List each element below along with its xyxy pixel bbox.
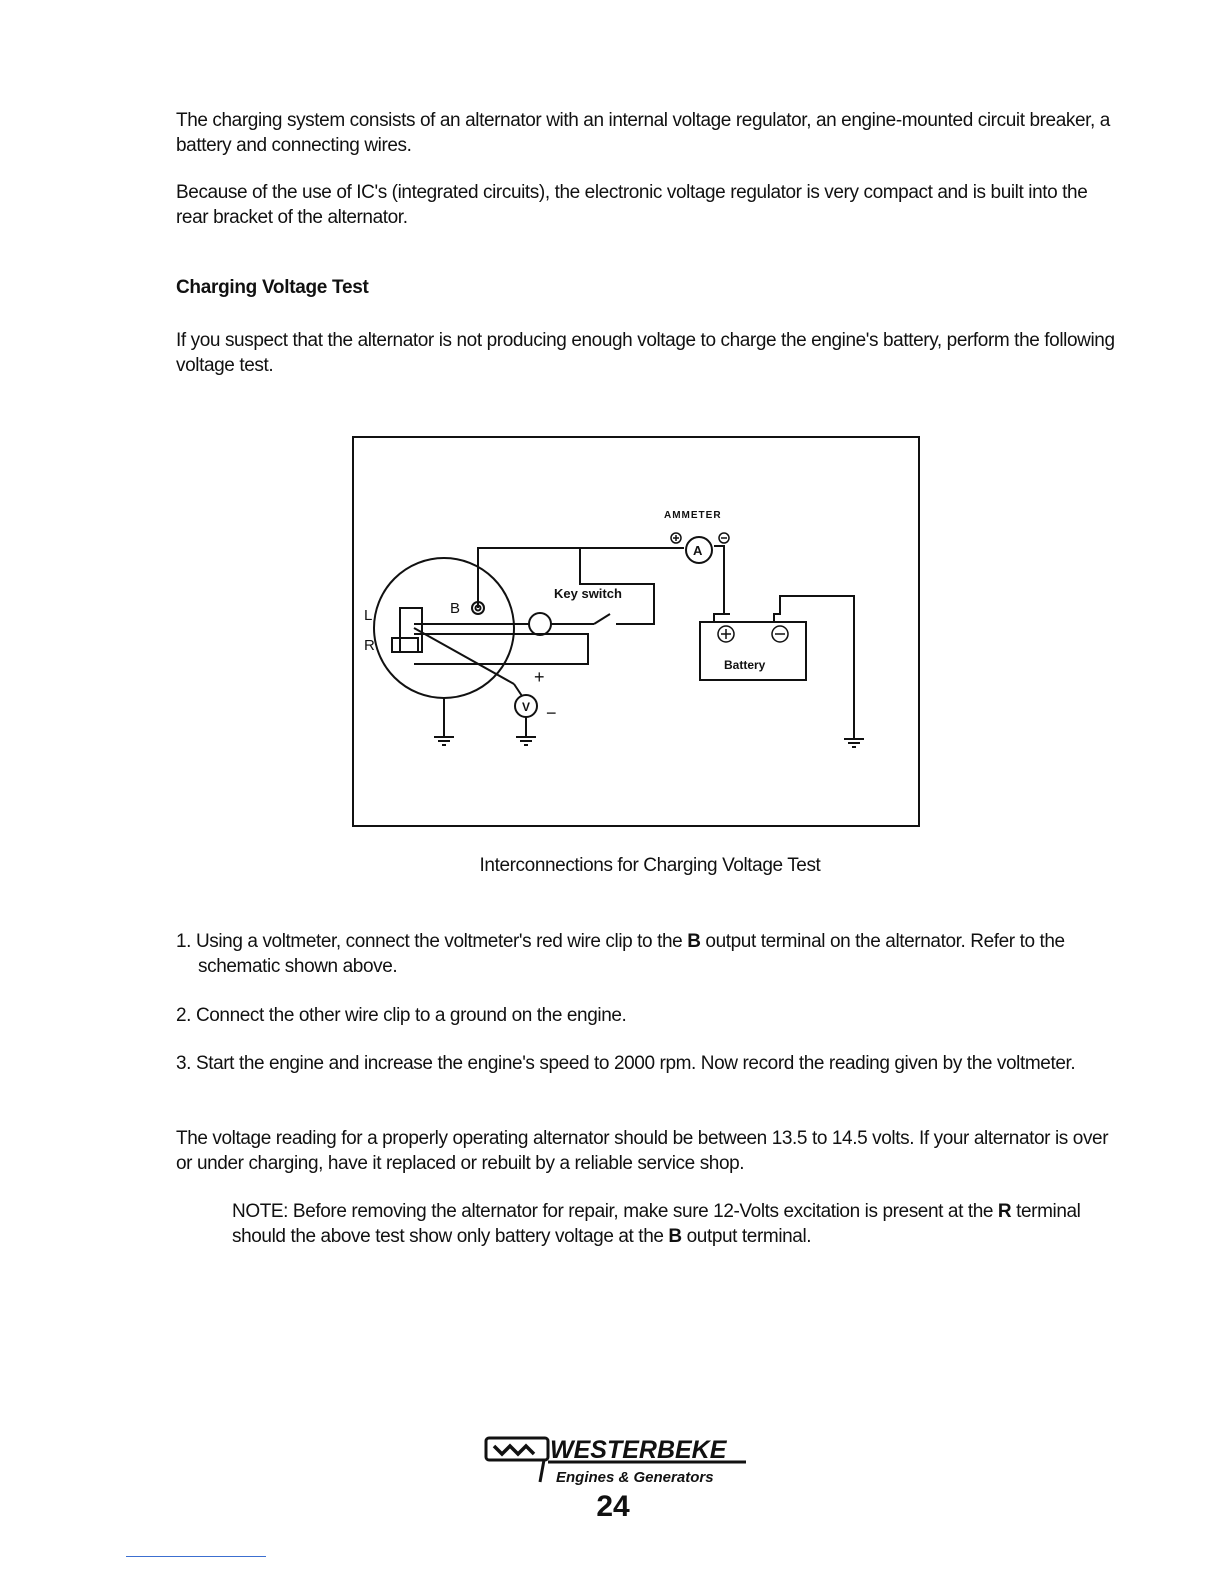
note-bold-b: B [668, 1226, 682, 1247]
step-2 [176, 1003, 1121, 1028]
step-text: Connect the other wire clip to a ground on the engine. [195, 1005, 627, 1026]
ammeter-label: AMMETER [664, 510, 722, 521]
step-number: 2. [176, 1005, 192, 1026]
step-text: Using a voltmeter, connect the voltmeter's red wire clip to the [195, 931, 688, 952]
section-heading: Charging Voltage Test [176, 277, 369, 298]
logo-tagline: Engines & Generators [556, 1469, 714, 1486]
step-3 [176, 1051, 1121, 1076]
westerbeke-logo [484, 1434, 754, 1494]
note-text: NOTE: Before removing the alternator for repair, make sure 12-Volts excitation is present at the [232, 1201, 998, 1222]
voltmeter-symbol: V [522, 700, 531, 714]
terminal-r-label: R [364, 637, 375, 654]
result-paragraph: The voltage reading for a properly operating alternator should be between 13.5 to 14.5 volts. If your alternator is over or under charging, have it replaced or rebuilt by a reliable service shop. [176, 1128, 1109, 1174]
bottom-rule [126, 1556, 266, 1557]
intro-paragraph-1: The charging system consists of an alternator with an internal voltage regulator, an engine-mounted circuit breaker, a battery and connecting wires. [176, 110, 1110, 156]
step-number: 1. [176, 931, 192, 952]
section-intro-paragraph: If you suspect that the alternator is not producing enough voltage to charge the engine's battery, perform the following voltage test. [176, 330, 1115, 376]
voltmeter-minus-label: − [546, 703, 557, 723]
wiring-diagram-svg [354, 438, 922, 829]
note-block [232, 1199, 1092, 1249]
alternator-circle [374, 558, 514, 698]
step-1 [176, 929, 1121, 979]
ammeter-symbol: A [693, 543, 703, 558]
ground-symbols [434, 737, 864, 747]
step-text: output terminal on the alternator. Refer to the schematic shown above. [198, 931, 1065, 977]
wiring-diagram [352, 436, 920, 827]
step-bold-term: B [687, 931, 701, 952]
regulator-r-block [392, 638, 418, 652]
note-bold-r: R [997, 1201, 1012, 1222]
figure-caption: Interconnections for Charging Voltage Test [479, 855, 821, 876]
key-switch-label: Key switch [554, 586, 622, 601]
step-text: Start the engine and increase the engine's speed to 2000 rpm. Now record the reading given by the voltmeter. [195, 1053, 1076, 1074]
voltmeter-plus-label: + [534, 667, 545, 687]
terminal-b-label: B [450, 600, 461, 617]
note-text: terminal should the above test show only battery voltage at the [232, 1201, 1081, 1247]
logo-brand: WESTERBEKE [550, 1436, 727, 1464]
intro-paragraph-2: Because of the use of IC's (integrated circuits), the electronic voltage regulator is very compact and is built into the rear bracket of the alternator. [176, 182, 1088, 228]
note-text: output terminal. [681, 1226, 812, 1247]
lamp-symbol [529, 613, 551, 635]
step-number: 3. [176, 1053, 192, 1074]
terminal-l-label: L [364, 607, 373, 624]
battery-label: Battery [724, 658, 766, 672]
page-number: 24 [596, 1490, 630, 1523]
